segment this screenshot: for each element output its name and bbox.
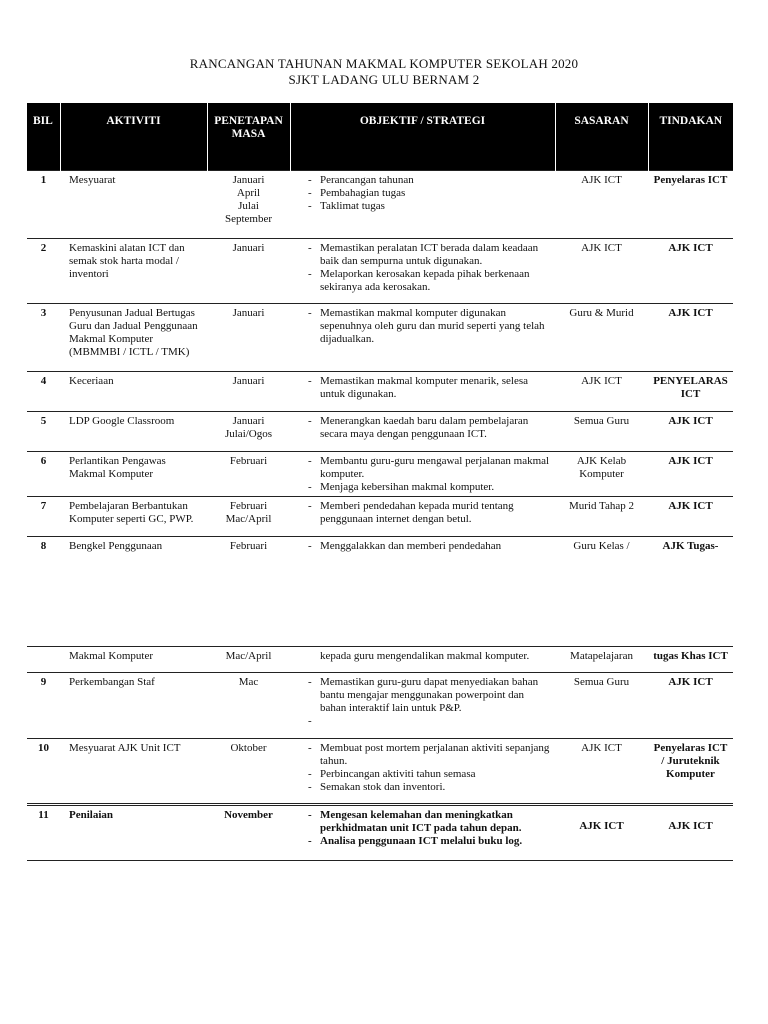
header-tindakan: TINDAKAN <box>648 103 733 171</box>
table-row <box>27 412 733 452</box>
header-penetapan-masa: PENETAPAN MASA <box>207 103 290 171</box>
header-objektif: OBJEKTIF / STRATEGI <box>290 103 555 171</box>
row-action: Penyelaras ICT / Juruteknik Komputer <box>653 742 728 780</box>
row-schedule <box>207 497 290 537</box>
line-text: Mac/April <box>225 650 272 662</box>
objectives-list <box>294 500 551 526</box>
row-schedule <box>207 239 290 304</box>
table-row <box>27 739 733 805</box>
row-activity: Penilaian <box>60 805 207 861</box>
line-text: Mac <box>238 676 259 688</box>
objectives-list <box>294 809 551 848</box>
row-activity: Mesyuarat <box>69 174 116 186</box>
table-row <box>27 673 733 739</box>
row-objectives <box>290 537 555 557</box>
line-text: April <box>236 187 261 199</box>
row-action: tugas Khas ICT <box>653 650 728 662</box>
header-sasaran: SASARAN <box>555 103 648 171</box>
row-action: Penyelaras ICT <box>653 174 728 186</box>
row-target: AJK ICT <box>581 174 622 186</box>
objective-item: - Pembahagian tugas <box>308 187 551 200</box>
line-text: Mac/April <box>225 513 272 525</box>
line-text: Januari <box>232 174 265 186</box>
table-part-1-clip <box>27 103 733 552</box>
row-activity: Perlantikan Pengawas Makmal Komputer <box>69 455 166 480</box>
objective-item: - Perbincangan aktiviti tahun semasa <box>308 768 551 781</box>
objectives-list <box>294 375 551 401</box>
objective-item: - Memastikan makmal komputer digunakan sepenuhnya oleh guru dan murid seperti yang telah dijadualkan. <box>308 307 551 346</box>
objective-item: - Membantu guru-guru mengawal perjalanan makmal komputer. <box>308 455 551 481</box>
line-text: Julai/Ogos <box>224 428 273 440</box>
row-action: AJK ICT <box>648 805 733 861</box>
table-row <box>27 497 733 537</box>
row-objectives <box>290 647 555 673</box>
objectives-list <box>294 540 551 553</box>
row-activity: Perkembangan Staf <box>69 676 155 688</box>
row-target: Guru & Murid <box>569 307 634 319</box>
objectives-list <box>294 307 551 346</box>
row-number: 3 <box>40 307 47 319</box>
row-objectives <box>290 372 555 412</box>
row-schedule <box>207 673 290 739</box>
row-target: AJK ICT <box>581 742 622 754</box>
row-action: AJK ICT <box>668 242 713 254</box>
row-schedule <box>207 372 290 412</box>
plan-table-part-1 <box>27 103 733 557</box>
row-schedule <box>207 647 290 673</box>
row-number: 7 <box>40 500 47 512</box>
row-objectives <box>290 673 555 739</box>
objective-item: - Analisa penggunaan ICT melalui buku log. <box>308 835 551 848</box>
row-activity: Bengkel Penggunaan <box>69 540 163 552</box>
objective-item: - Semakan stok dan inventori. <box>308 781 551 794</box>
objective-item: - Membuat post mortem perjalanan aktiviti sepanjang tahun. <box>308 742 551 768</box>
row-action: PENYELARAS ICT <box>653 375 728 400</box>
objective-item: - Memastikan guru-guru dapat menyediakan bahan bantu mengajar menggunakan powerpoint dan bahan interaktif lain untuk P&P. <box>308 676 551 715</box>
objective-item: - Memberi pendedahan kepada murid tentang penggunaan internet dengan betul. <box>308 500 551 526</box>
row-target: AJK ICT <box>581 375 622 387</box>
objective-item: - Memastikan peralatan ICT berada dalam keadaan baik dan sempurna untuk digunakan. <box>308 242 551 268</box>
row-action: AJK ICT <box>668 415 713 427</box>
row-number <box>27 647 60 673</box>
row-action: AJK ICT <box>668 500 713 512</box>
row-activity: Kemaskini alatan ICT dan semak stok harta modal / inventori <box>69 242 185 280</box>
row-activity: Mesyuarat AJK Unit ICT <box>69 742 181 754</box>
school-name: SJKT LADANG ULU BERNAM 2 <box>288 72 480 87</box>
row-action: AJK ICT <box>668 676 713 688</box>
line-text: Februari <box>229 540 268 552</box>
row-number: 6 <box>40 455 47 467</box>
line-text: Januari <box>232 307 265 319</box>
table-row <box>27 304 733 372</box>
line-text: September <box>224 213 273 225</box>
table-row <box>27 647 733 673</box>
row-target: Murid Tahap 2 <box>568 500 635 512</box>
row-action: AJK Tugas- <box>662 540 719 552</box>
header-bil: BIL <box>27 103 60 171</box>
objective-item: - Menerangkan kaedah baru dalam pembelajaran secara maya dengan penggunaan ICT. <box>308 415 551 441</box>
row-objectives <box>290 452 555 497</box>
row-objectives <box>290 739 555 805</box>
table-row <box>27 452 733 497</box>
row-action: AJK ICT <box>668 455 713 467</box>
row-objectives <box>290 412 555 452</box>
row-schedule <box>207 537 290 557</box>
row-activity: Pembelajaran Berbantukan Komputer seperti GC, PWP. <box>69 500 194 525</box>
line-text: Januari <box>232 242 265 254</box>
row-number: 5 <box>40 415 47 427</box>
objective-item: - Menjaga kebersihan makmal komputer. <box>308 481 551 494</box>
row-number: 11 <box>27 805 60 861</box>
objective-item: - Perancangan tahunan <box>308 174 551 187</box>
row-target: Matapelajaran <box>570 650 633 662</box>
row-objectives <box>290 805 555 861</box>
objective-item: - Taklimat tugas <box>308 200 551 213</box>
row-objectives <box>290 497 555 537</box>
document-title: RANCANGAN TAHUNAN MAKMAL KOMPUTER SEKOLAH 2020 <box>189 56 579 71</box>
line-text: Julai <box>238 200 259 212</box>
row-objectives <box>290 171 555 239</box>
objective-item: - Melaporkan kerosakan kepada pihak berkenaan sekiranya ada kerosakan. <box>308 268 551 294</box>
line-text: Januari <box>232 375 265 387</box>
table-row <box>27 805 733 861</box>
line-text: Oktober <box>230 742 267 754</box>
objective-item: - Menggalakkan dan memberi pendedahan <box>308 540 551 553</box>
line-text: Februari <box>229 500 268 512</box>
objectives-list <box>294 455 551 494</box>
row-activity: Keceriaan <box>69 375 114 387</box>
row-activity: Makmal Komputer <box>69 650 154 662</box>
row-target: AJK Kelab Komputer <box>576 455 627 480</box>
row-schedule <box>207 805 290 861</box>
objectives-list <box>294 174 551 213</box>
table-row <box>27 537 733 557</box>
row-number: 4 <box>40 375 47 387</box>
row-objectives <box>290 239 555 304</box>
table-row <box>27 239 733 304</box>
line-text: November <box>224 809 273 821</box>
row-schedule <box>207 304 290 372</box>
row-schedule <box>207 739 290 805</box>
row-target: Guru Kelas / <box>573 540 630 552</box>
row-action: AJK ICT <box>668 307 713 319</box>
table-row <box>27 372 733 412</box>
row-number: 8 <box>40 540 47 552</box>
row-schedule <box>207 452 290 497</box>
row-number: 2 <box>40 242 47 254</box>
objective-item: - Mengesan kelemahan dan meningkatkan perkhidmatan unit ICT pada tahun depan. <box>308 809 551 835</box>
row-objectives <box>290 304 555 372</box>
objectives-list <box>294 415 551 441</box>
row-number: 10 <box>38 742 49 754</box>
header-aktiviti: AKTIVITI <box>60 103 207 171</box>
row-number: 9 <box>40 676 47 688</box>
row-schedule <box>207 171 290 239</box>
line-text: Januari <box>232 415 265 427</box>
row-target: AJK ICT <box>581 242 622 254</box>
table-row <box>27 171 733 239</box>
row-activity: LDP Google Classroom <box>69 415 175 427</box>
row-target: Semua Guru <box>573 676 630 688</box>
objectives-list <box>294 242 551 294</box>
row-target: Semua Guru <box>573 415 630 427</box>
objective-item: - Memastikan makmal komputer menarik, selesa untuk digunakan. <box>308 375 551 401</box>
objective-continuation: kepada guru mengendalikan makmal komputer. <box>320 650 530 662</box>
objectives-list <box>294 742 551 794</box>
line-text: Februari <box>229 455 268 467</box>
row-number: 1 <box>40 174 47 186</box>
row-schedule <box>207 412 290 452</box>
row-target: AJK ICT <box>555 805 648 861</box>
plan-table-part-2 <box>27 646 733 861</box>
objectives-list <box>294 676 551 715</box>
row-activity: Penyusunan Jadual Bertugas Guru dan Jadual Penggunaan Makmal Komputer (MBMMBI / ICTL / TMK) <box>69 307 198 358</box>
